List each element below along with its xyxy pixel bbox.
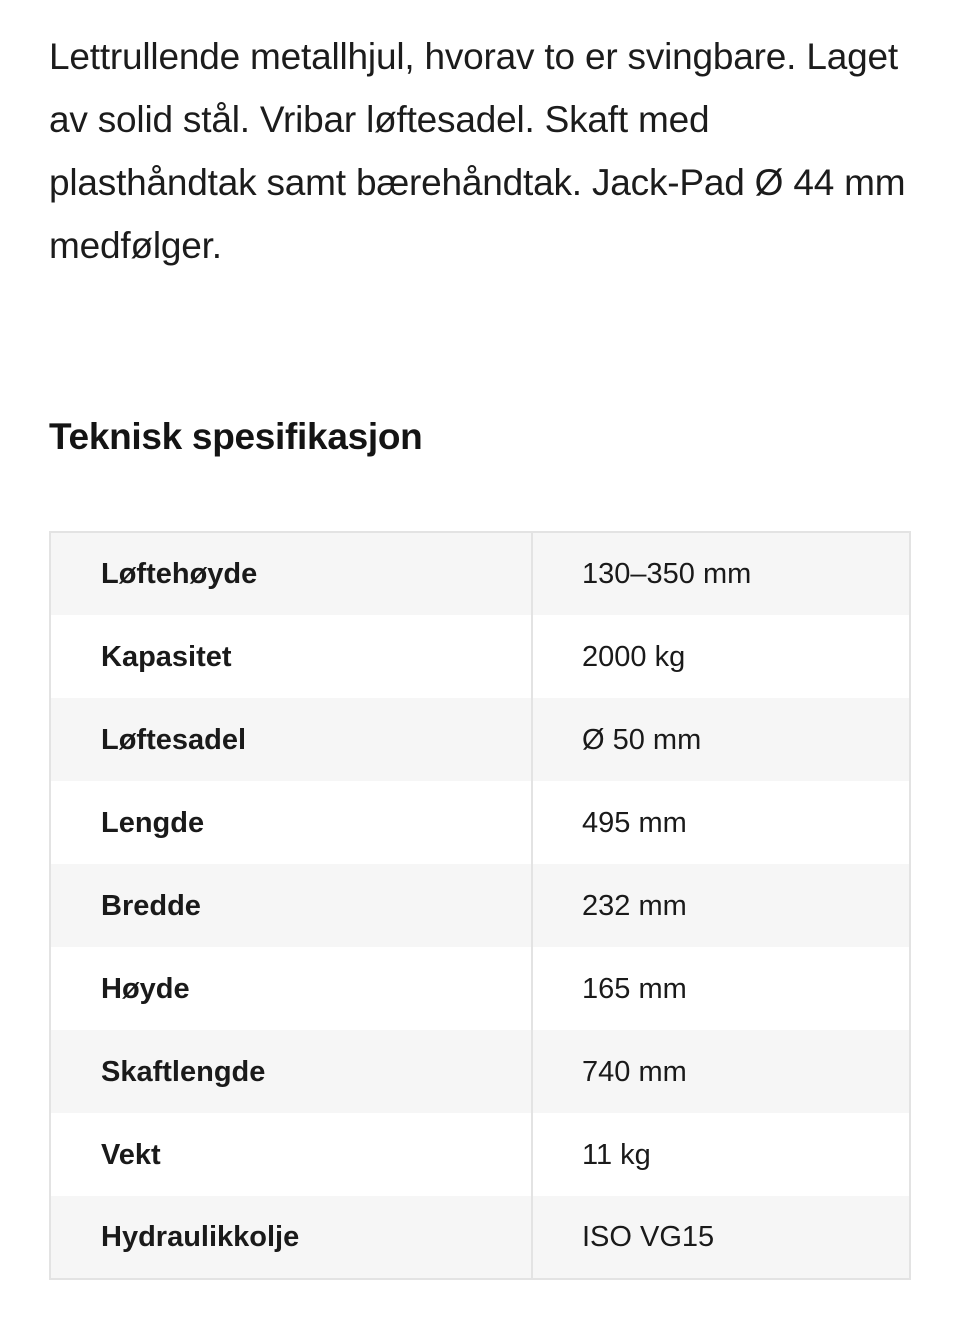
spec-label: Kapasitet: [50, 615, 532, 698]
spec-row: [50, 1113, 910, 1196]
spec-label: Lengde: [50, 781, 532, 864]
spec-label: Vekt: [50, 1113, 532, 1196]
spec-value: 130–350 mm: [582, 558, 752, 590]
section-title: Teknisk spesifikasjon: [49, 416, 423, 457]
spec-row: [50, 1030, 910, 1113]
spec-row: [50, 615, 910, 698]
spec-row: [50, 698, 910, 781]
spec-value: Ø 50 mm: [582, 723, 702, 756]
spec-label: Hydraulikkolje: [50, 1196, 532, 1279]
spec-value: 740 mm: [582, 1055, 687, 1088]
spec-label: Løftehøyde: [50, 532, 532, 615]
spec-table: [49, 531, 911, 1280]
spec-row: [50, 781, 910, 864]
spec-label: Løftesadel: [50, 698, 532, 781]
spec-value: 2000 kg: [582, 640, 686, 673]
spec-row: [50, 947, 910, 1030]
spec-value: 495 mm: [582, 806, 687, 839]
product-description: Lettrullende metallhjul, hvorav to er svingbare. Laget av solid stål. Vribar løftesadel. Skaft med plasthåndtak samt bærehåndtak. Jack-Pad Ø 44 mm medfølger.: [49, 36, 906, 266]
spec-row: [50, 1196, 910, 1279]
spec-label: Høyde: [50, 947, 532, 1030]
spec-row: [50, 864, 910, 947]
spec-label: Skaftlengde: [50, 1030, 532, 1113]
spec-label: Bredde: [50, 864, 532, 947]
spec-row: [50, 532, 910, 615]
spec-value: 11 kg: [582, 1138, 651, 1171]
spec-value: ISO VG15: [582, 1221, 715, 1253]
spec-value: 165 mm: [582, 972, 687, 1005]
spec-value: 232 mm: [582, 889, 687, 922]
